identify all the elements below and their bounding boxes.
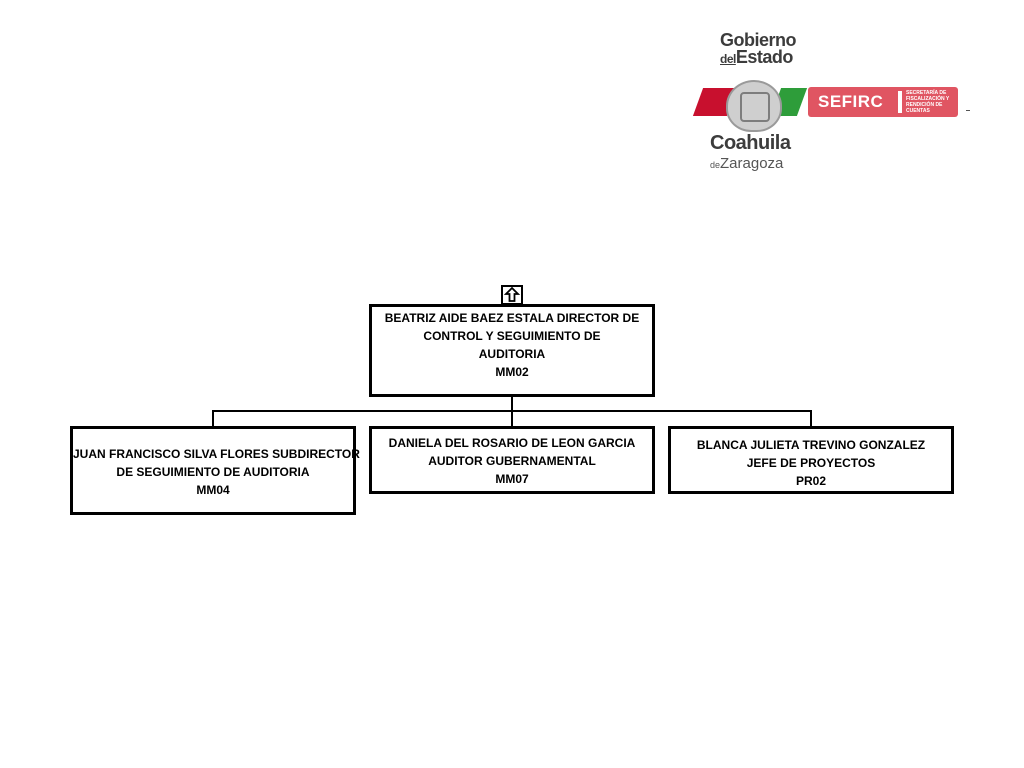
- sefirc-divider: [898, 91, 902, 113]
- logo-estado-text: Estado: [735, 47, 793, 67]
- connector-right-drop: [810, 410, 812, 427]
- up-arrow-icon: [501, 285, 523, 305]
- node-text-line: JUAN FRANCISCO SILVA FLORES SUBDIRECTOR: [73, 447, 360, 461]
- logo-region-name: Zaragoza: [720, 155, 784, 172]
- node-code: MM04: [196, 483, 230, 497]
- org-node-director: [369, 304, 655, 397]
- node-text-line: CONTROL Y SEGUIMIENTO DE: [423, 329, 601, 343]
- connector-root-down: [511, 397, 513, 411]
- logo-line-del-estado: [720, 49, 796, 68]
- logo-state-name: Coahuila: [710, 132, 791, 154]
- logo-dash: [966, 110, 970, 111]
- node-text-line: DANIELA DEL ROSARIO DE LEON GARCIA: [388, 436, 636, 450]
- org-node-auditor: [369, 426, 655, 494]
- node-text-line: DE SEGUIMIENTO DE AUDITORIA: [116, 465, 310, 479]
- government-logo: [696, 28, 976, 174]
- logo-government-text: [720, 32, 796, 68]
- sefirc-name: SEFIRC: [818, 92, 884, 111]
- node-code: MM02: [495, 365, 529, 379]
- connector-mid-drop: [511, 410, 513, 427]
- sefirc-subtitle: SECRETARÍA DE FISCALIZACIÓN Y RENDICIÓN DE CUENTAS: [906, 90, 950, 114]
- connector-left-drop: [212, 410, 214, 427]
- logo-line-gobierno: Gobierno: [720, 30, 796, 50]
- node-text-line: AUDITOR GUBERNAMENTAL: [428, 454, 596, 468]
- logo-del-text: del: [720, 52, 736, 66]
- node-text-line: AUDITORIA: [478, 347, 546, 361]
- node-text-line: JEFE DE PROYECTOS: [746, 456, 876, 470]
- logo-region: [710, 155, 783, 172]
- logo-region-prefix: de: [710, 160, 721, 170]
- node-code: MM07: [495, 472, 529, 486]
- state-seal-icon: [726, 80, 782, 132]
- org-node-project-lead: [668, 426, 954, 494]
- org-node-subdirector: [70, 426, 360, 515]
- node-code: PR02: [795, 474, 827, 488]
- node-text-line: BLANCA JULIETA TREVINO GONZALEZ: [696, 438, 926, 452]
- node-text-line: BEATRIZ AIDE BAEZ ESTALA DIRECTOR DE: [384, 311, 640, 325]
- sefirc-badge: [808, 87, 958, 117]
